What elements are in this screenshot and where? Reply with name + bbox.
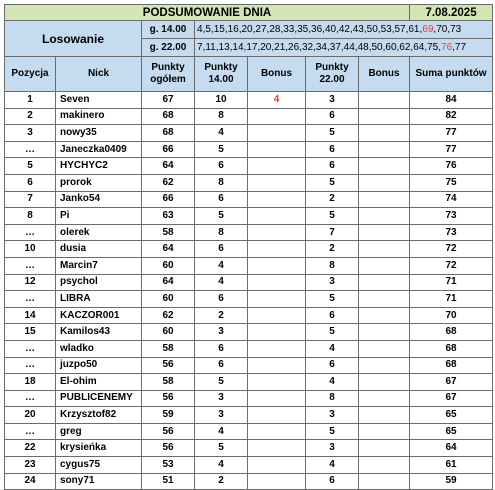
daily-summary-table: [4, 4, 493, 490]
cell-total: 51: [142, 473, 195, 490]
cell-sum: 74: [410, 191, 493, 208]
cell-bonus-14: [248, 324, 306, 341]
cell-points-14: 5: [195, 440, 248, 457]
cell-points-14: 3: [195, 390, 248, 407]
cell-points-22: 3: [306, 440, 359, 457]
cell-bonus-22: [359, 191, 410, 208]
cell-points-14: 6: [195, 291, 248, 308]
cell-points-22: 4: [306, 340, 359, 357]
cell-total: 64: [142, 158, 195, 175]
draw-number: 42: [338, 24, 350, 35]
column-header-row: [5, 57, 493, 92]
cell-points-14: 3: [195, 407, 248, 424]
cell-points-14: 8: [195, 108, 248, 125]
draw-number: 20: [241, 24, 253, 35]
cell-sum: 64: [410, 440, 493, 457]
draw-number: 70: [436, 24, 448, 35]
draw-number: 16: [227, 24, 239, 35]
cell-bonus-22: [359, 208, 410, 225]
cell-total: 64: [142, 274, 195, 291]
cell-position: 1: [5, 92, 56, 109]
table-row: [5, 241, 493, 258]
cell-bonus-14: [248, 191, 306, 208]
cell-nick: Kamilos43: [56, 324, 142, 341]
cell-bonus-22: [359, 457, 410, 474]
col-header-total: Punkty ogółem: [142, 57, 195, 92]
cell-nick: nowy35: [56, 125, 142, 142]
draw-number: 62: [399, 42, 411, 53]
cell-bonus-22: [359, 357, 410, 374]
cell-nick: olerek: [56, 224, 142, 241]
draw-number: 37: [329, 42, 341, 53]
cell-total: 60: [142, 324, 195, 341]
col-header-bonus-14: Bonus: [248, 57, 306, 92]
cell-nick: KACZOR001: [56, 307, 142, 324]
cell-points-22: 4: [306, 374, 359, 391]
table-row: [5, 191, 493, 208]
draw-time-1: g. 14.00: [142, 21, 195, 39]
cell-sum: 68: [410, 324, 493, 341]
table-row: [5, 224, 493, 241]
draw-number: 17: [246, 42, 258, 53]
cell-sum: 71: [410, 274, 493, 291]
cell-nick: El-ohim: [56, 374, 142, 391]
cell-nick: Krzysztof82: [56, 407, 142, 424]
cell-points-14: 5: [195, 374, 248, 391]
cell-bonus-22: [359, 224, 410, 241]
date-cell: 7.08.2025: [410, 5, 493, 21]
cell-position: 6: [5, 174, 56, 191]
draw-number: 73: [450, 24, 462, 35]
draw-number: 20: [260, 42, 272, 53]
draw-number: 35: [297, 24, 309, 35]
cell-points-22: 6: [306, 141, 359, 158]
cell-position: …: [5, 423, 56, 440]
cell-position: …: [5, 257, 56, 274]
draw-number: 5: [205, 24, 211, 35]
cell-points-14: 6: [195, 158, 248, 175]
cell-nick: LIBRA: [56, 291, 142, 308]
cell-bonus-22: [359, 158, 410, 175]
cell-bonus-22: [359, 307, 410, 324]
cell-nick: greg: [56, 423, 142, 440]
cell-points-22: 2: [306, 241, 359, 258]
draw-number: 48: [357, 42, 369, 53]
draw-numbers-1: 4,5,15,16,20,27,28,33,35,36,40,42,43,50,53,57,61,69,70,73: [195, 21, 493, 39]
cell-nick: dusia: [56, 241, 142, 258]
cell-bonus-14: [248, 423, 306, 440]
cell-bonus-14: [248, 141, 306, 158]
cell-position: 22: [5, 440, 56, 457]
cell-bonus-22: [359, 125, 410, 142]
cell-position: …: [5, 390, 56, 407]
cell-sum: 67: [410, 374, 493, 391]
table-row: [5, 141, 493, 158]
draw-number: 28: [269, 24, 281, 35]
cell-sum: 77: [410, 141, 493, 158]
cell-position: …: [5, 357, 56, 374]
cell-bonus-22: [359, 374, 410, 391]
table-row: [5, 92, 493, 109]
cell-nick: krysieńka: [56, 440, 142, 457]
cell-bonus-14: [248, 174, 306, 191]
cell-total: 58: [142, 340, 195, 357]
cell-points-14: 4: [195, 257, 248, 274]
cell-points-14: 2: [195, 307, 248, 324]
cell-nick: wladko: [56, 340, 142, 357]
table-row: [5, 208, 493, 225]
draw-numbers-2: 7,11,13,14,17,20,21,26,32,34,37,44,48,50,60,62,64,75,76,77: [195, 39, 493, 57]
cell-position: 10: [5, 241, 56, 258]
draw-number: 13: [218, 42, 230, 53]
cell-sum: 70: [410, 307, 493, 324]
cell-points-22: 4: [306, 457, 359, 474]
cell-total: 58: [142, 224, 195, 241]
cell-bonus-14: [248, 340, 306, 357]
cell-sum: 73: [410, 208, 493, 225]
draw-number: 14: [232, 42, 244, 53]
cell-nick: Janko54: [56, 191, 142, 208]
cell-bonus-22: [359, 473, 410, 490]
cell-position: 5: [5, 158, 56, 175]
cell-nick: Pi: [56, 208, 142, 225]
cell-bonus-14: [248, 274, 306, 291]
cell-nick: makinero: [56, 108, 142, 125]
cell-points-14: 4: [195, 423, 248, 440]
cell-total: 68: [142, 125, 195, 142]
draw-number: 77: [454, 42, 467, 53]
cell-total: 58: [142, 374, 195, 391]
cell-sum: 77: [410, 125, 493, 142]
cell-sum: 59: [410, 473, 493, 490]
cell-points-22: 6: [306, 473, 359, 490]
cell-sum: 61: [410, 457, 493, 474]
draw-number: 64: [413, 42, 425, 53]
draw-number: 57: [394, 24, 406, 35]
cell-sum: 68: [410, 340, 493, 357]
draw-number: 33: [283, 24, 295, 35]
cell-nick: juzpo50: [56, 357, 142, 374]
cell-bonus-14: [248, 473, 306, 490]
cell-bonus-22: [359, 241, 410, 258]
cell-points-22: 2: [306, 191, 359, 208]
table-row: [5, 125, 493, 142]
cell-nick: Seven: [56, 92, 142, 109]
draw-number: 53: [380, 24, 392, 35]
cell-points-22: 5: [306, 208, 359, 225]
table-row: [5, 340, 493, 357]
cell-bonus-22: [359, 291, 410, 308]
cell-bonus-14: [248, 390, 306, 407]
cell-position: 15: [5, 324, 56, 341]
cell-points-14: 6: [195, 357, 248, 374]
draw-number: 11: [205, 42, 216, 53]
draw-number: 27: [255, 24, 267, 35]
cell-points-14: 5: [195, 141, 248, 158]
draw-number: 26: [288, 42, 300, 53]
cell-total: 62: [142, 307, 195, 324]
table-row: [5, 274, 493, 291]
col-header-bonus-22: Bonus: [359, 57, 410, 92]
cell-sum: 75: [410, 174, 493, 191]
cell-bonus-22: [359, 324, 410, 341]
cell-points-14: 6: [195, 191, 248, 208]
table-row: [5, 307, 493, 324]
cell-bonus-22: [359, 440, 410, 457]
cell-points-14: 8: [195, 224, 248, 241]
cell-total: 63: [142, 208, 195, 225]
cell-position: 7: [5, 191, 56, 208]
cell-bonus-14: [248, 208, 306, 225]
draw-number: 36: [311, 24, 323, 35]
cell-points-22: 6: [306, 307, 359, 324]
col-header-position: Pozycja: [5, 57, 56, 92]
cell-nick: Marcin7: [56, 257, 142, 274]
cell-nick: HYCHYC2: [56, 158, 142, 175]
cell-sum: 72: [410, 257, 493, 274]
col-header-points-22: Punkty 22.00: [306, 57, 359, 92]
cell-sum: 68: [410, 357, 493, 374]
cell-points-14: 3: [195, 324, 248, 341]
draw-number: 69: [422, 24, 434, 35]
draw-number: 50: [366, 24, 378, 35]
cell-nick: psychol: [56, 274, 142, 291]
table-row: [5, 407, 493, 424]
cell-points-22: 5: [306, 174, 359, 191]
draw-number: 50: [371, 42, 383, 53]
table-row: [5, 158, 493, 175]
cell-bonus-14: [248, 357, 306, 374]
table-row: [5, 257, 493, 274]
cell-sum: 65: [410, 423, 493, 440]
summary-sheet: [4, 4, 492, 490]
cell-position: 12: [5, 274, 56, 291]
draw-number: 32: [301, 42, 314, 53]
cell-bonus-14: [248, 291, 306, 308]
cell-position: 23: [5, 457, 56, 474]
cell-nick: cygus75: [56, 457, 142, 474]
cell-points-14: 6: [195, 241, 248, 258]
col-header-sum: Suma punktów: [410, 57, 493, 92]
draw-number: 40: [324, 24, 337, 35]
cell-total: 56: [142, 390, 195, 407]
cell-total: 60: [142, 257, 195, 274]
table-row: [5, 357, 493, 374]
cell-points-22: 6: [306, 158, 359, 175]
cell-points-22: 8: [306, 390, 359, 407]
cell-total: 53: [142, 457, 195, 474]
draw-number: 61: [408, 24, 420, 35]
table-row: [5, 440, 493, 457]
cell-bonus-22: [359, 390, 410, 407]
table-row: [5, 324, 493, 341]
cell-total: 64: [142, 241, 195, 258]
col-header-nick: Nick: [56, 57, 142, 92]
cell-points-22: 3: [306, 92, 359, 109]
draw-label: Losowanie: [5, 21, 142, 57]
cell-bonus-22: [359, 407, 410, 424]
cell-bonus-22: [359, 92, 410, 109]
cell-bonus-22: [359, 274, 410, 291]
cell-points-22: 6: [306, 108, 359, 125]
cell-points-22: 8: [306, 257, 359, 274]
cell-sum: 84: [410, 92, 493, 109]
cell-position: 14: [5, 307, 56, 324]
cell-position: 18: [5, 374, 56, 391]
cell-total: 60: [142, 291, 195, 308]
draw-number: 44: [343, 42, 355, 53]
cell-bonus-14: [248, 374, 306, 391]
cell-points-22: 5: [306, 125, 359, 142]
cell-bonus-14: [248, 158, 306, 175]
table-row: [5, 473, 493, 490]
draw-number: 15: [213, 24, 225, 35]
cell-position: …: [5, 340, 56, 357]
cell-points-14: 4: [195, 125, 248, 142]
cell-total: 56: [142, 423, 195, 440]
cell-position: …: [5, 224, 56, 241]
cell-bonus-22: [359, 174, 410, 191]
cell-nick: sony71: [56, 473, 142, 490]
draw-number: 7: [197, 42, 203, 53]
cell-nick: PUBLICENEMY: [56, 390, 142, 407]
cell-position: 24: [5, 473, 56, 490]
table-row: [5, 174, 493, 191]
cell-points-22: 3: [306, 407, 359, 424]
cell-sum: 82: [410, 108, 493, 125]
cell-points-22: 6: [306, 357, 359, 374]
cell-points-22: 5: [306, 324, 359, 341]
cell-points-14: 4: [195, 457, 248, 474]
col-header-points-14: Punkty 14.00: [195, 57, 248, 92]
draw-number: 4: [197, 24, 203, 35]
draw-number: 60: [385, 42, 397, 53]
cell-bonus-22: [359, 340, 410, 357]
cell-sum: 67: [410, 390, 493, 407]
cell-total: 56: [142, 440, 195, 457]
cell-sum: 76: [410, 158, 493, 175]
cell-bonus-14: 4: [248, 92, 306, 109]
cell-bonus-22: [359, 141, 410, 158]
cell-total: 66: [142, 141, 195, 158]
cell-position: …: [5, 291, 56, 308]
cell-points-22: 5: [306, 291, 359, 308]
cell-points-14: 4: [195, 274, 248, 291]
draw-number: 34: [315, 42, 327, 53]
cell-total: 68: [142, 108, 195, 125]
cell-nick: Janeczka0409: [56, 141, 142, 158]
page-title: PODSUMOWANIE DNIA: [5, 5, 410, 21]
cell-points-14: 6: [195, 340, 248, 357]
cell-points-14: 2: [195, 473, 248, 490]
draw-time-2: g. 22.00: [142, 39, 195, 57]
table-row: [5, 291, 493, 308]
cell-total: 56: [142, 357, 195, 374]
cell-bonus-22: [359, 257, 410, 274]
draw-number: 21: [274, 42, 286, 53]
cell-position: 2: [5, 108, 56, 125]
draw-row-1: [5, 21, 493, 39]
cell-bonus-14: [248, 307, 306, 324]
cell-bonus-14: [248, 224, 306, 241]
cell-sum: 71: [410, 291, 493, 308]
cell-bonus-22: [359, 423, 410, 440]
cell-position: 3: [5, 125, 56, 142]
cell-sum: 72: [410, 241, 493, 258]
cell-position: …: [5, 141, 56, 158]
cell-sum: 73: [410, 224, 493, 241]
cell-total: 62: [142, 174, 195, 191]
table-row: [5, 423, 493, 440]
cell-total: 59: [142, 407, 195, 424]
cell-position: 8: [5, 208, 56, 225]
cell-sum: 65: [410, 407, 493, 424]
cell-points-14: 10: [195, 92, 248, 109]
cell-bonus-14: [248, 457, 306, 474]
cell-total: 66: [142, 191, 195, 208]
cell-bonus-14: [248, 241, 306, 258]
draw-number: 75: [427, 42, 439, 53]
cell-points-22: 3: [306, 274, 359, 291]
cell-points-22: 7: [306, 224, 359, 241]
table-row: [5, 457, 493, 474]
table-row: [5, 374, 493, 391]
cell-position: 20: [5, 407, 56, 424]
cell-bonus-14: [248, 440, 306, 457]
draw-number: 76: [441, 42, 453, 53]
table-row: [5, 390, 493, 407]
banner-row: [5, 5, 493, 21]
cell-bonus-22: [359, 108, 410, 125]
cell-bonus-14: [248, 108, 306, 125]
cell-points-14: 5: [195, 208, 248, 225]
table-row: [5, 108, 493, 125]
cell-total: 67: [142, 92, 195, 109]
cell-bonus-14: [248, 407, 306, 424]
cell-points-14: 8: [195, 174, 248, 191]
cell-bonus-14: [248, 257, 306, 274]
draw-number: 43: [352, 24, 364, 35]
cell-points-22: 5: [306, 423, 359, 440]
cell-bonus-14: [248, 125, 306, 142]
cell-nick: prorok: [56, 174, 142, 191]
